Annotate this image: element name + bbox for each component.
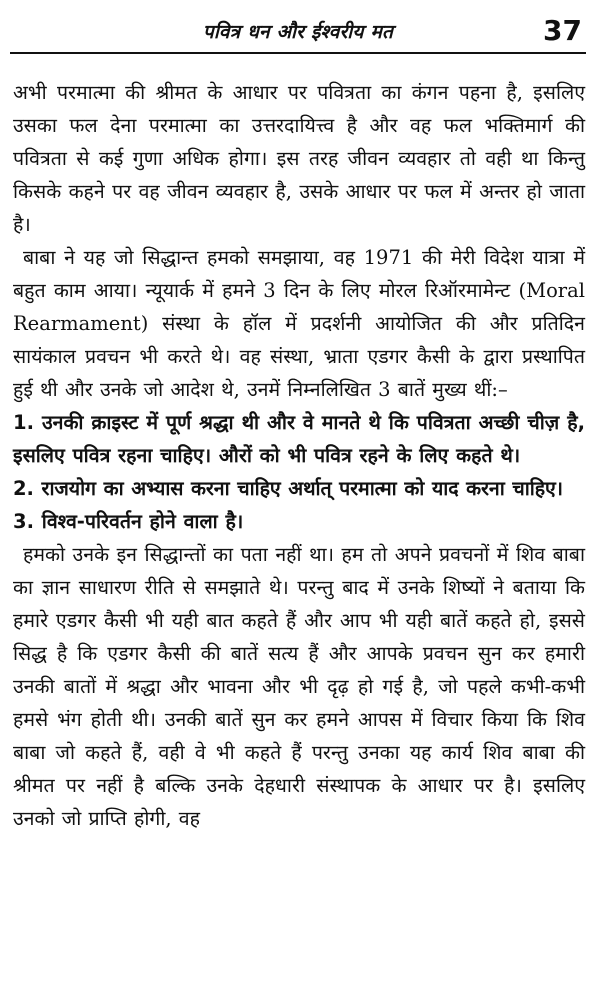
paragraph-3: हमको उनके इन सिद्धान्तों का पता नहीं था। हम तो अपने प्रवचनों में शिव बाबा का ज्ञान साधारण रीति से समझाते थे। परन्तु बाद में उनके शिष्यों ने बताया कि हमारे एडगर कैसी भी यही बात कहते हैं और आप भी यही बातें कहते हो, इससे सिद्ध है कि एडगर कैसी की बातें सत्य हैं और आपके प्रवचन सुन कर हमारी उनकी बातों में श्रद्धा और भावना और भी दृढ़ हो गई है, जो पहले कभी-कभी हमसे भंग होती थी। उनकी बातें सुन कर हमने आपस में विचार किया कि शिव बाबा जो कहते हैं, वही वे भी कहते हैं परन्तु उनका यह कार्य शिव बाबा की श्रीमत पर नहीं है बल्कि उनके देहधारी संस्थापक के आधार पर है। इसलिए उनको जो प्राप्ति होगी, वह	[13, 543, 585, 830]
body-text	[13, 76, 585, 835]
numbered-point-1: 1. उनकी क्राइस्ट में पूर्ण श्रद्धा थी और वे मानते थे कि पवित्रता अच्छी चीज़ है, इसलिए पवित्र रहना चाहिए। औरों को भी पवित्र रहने के लिए कहते थे।	[13, 411, 585, 467]
header-rule	[10, 52, 586, 54]
numbered-point-2: 2. राजयोग का अभ्यास करना चाहिए अर्थात् परमात्मा को याद करना चाहिए।	[13, 477, 563, 500]
paragraph-1: अभी परमात्मा की श्रीमत के आधार पर पवित्रता का कंगन पहना है, इसलिए उसका फल देना परमात्मा का उत्तरदायित्त्व है और वह फल भक्तिमार्ग की पवित्रता से कई गुणा अधिक होगा। इस तरह जीवन व्यवहार तो वही था किन्तु किसके कहने पर वह जीवन व्यवहार है, उसके आधार पर फल में अन्तर हो जाता है।	[13, 81, 585, 236]
paragraph-2: बाबा ने यह जो सिद्धान्त हमको समझाया, वह 1971 की मेरी विदेश यात्रा में बहुत काम आया। न्यूयार्क में हमने 3 दिन के लिए मोरल रिऑरमामेन्ट (Moral Rearmament) संस्था के हॉल में प्रदर्शनी आयोजित की और प्रतिदिन सायंकाल प्रवचन भी करते थे। वह संस्था, भ्राता एडगर कैसी के द्वारा प्रस्थापित हुई थी और उनके जो आदेश थे, उनमें निम्नलिखित 3 बातें मुख्य थीं:–	[13, 246, 585, 401]
running-title: पवित्र धन और ईश्वरीय मत	[202, 21, 394, 43]
running-header	[10, 8, 586, 52]
page-number: 37	[543, 14, 582, 47]
numbered-point-3: 3. विश्व-परिवर्तन होने वाला है।	[13, 510, 244, 533]
